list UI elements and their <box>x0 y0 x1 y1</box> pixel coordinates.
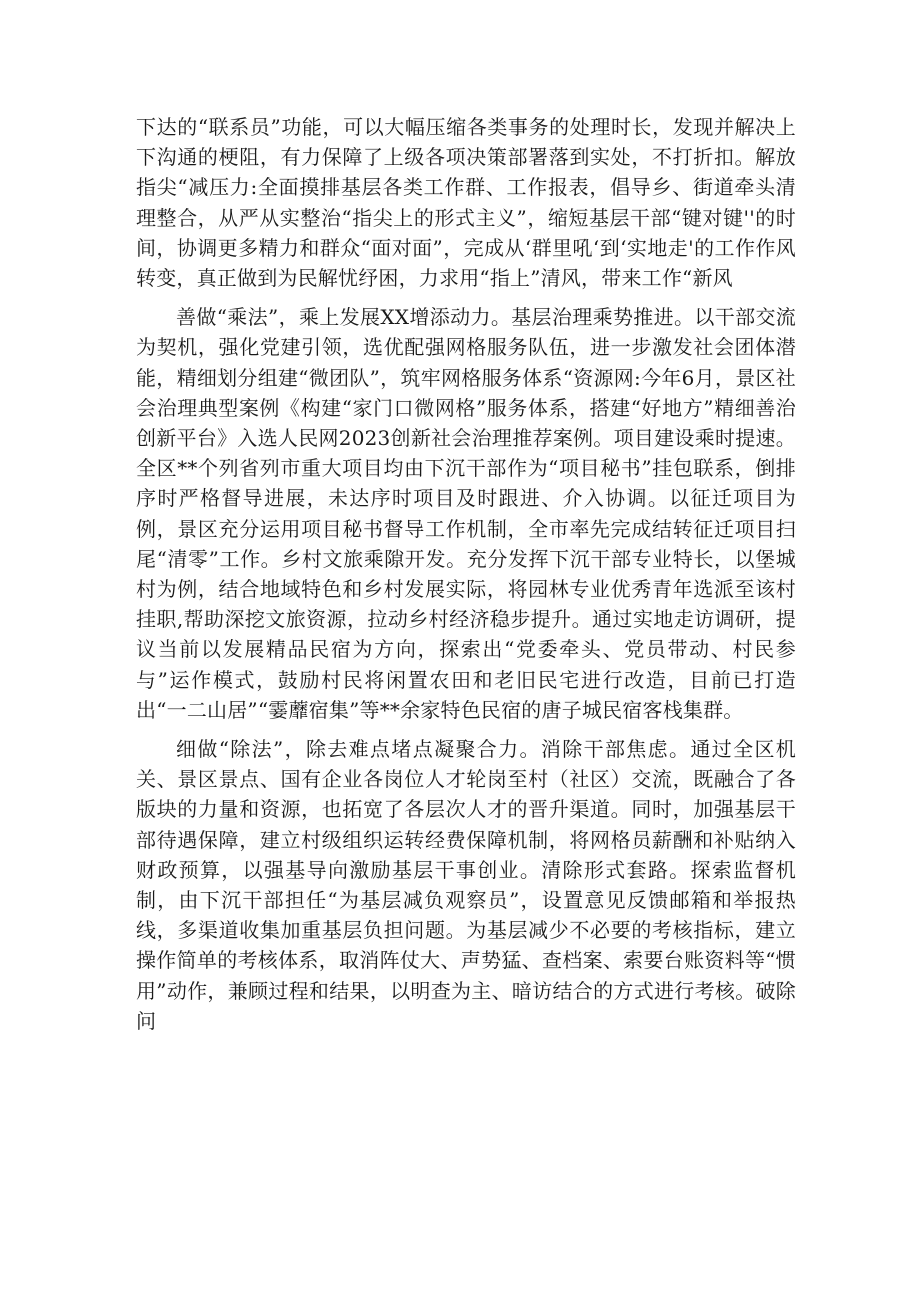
paragraph-1: 下达的“联系员”功能，可以大幅压缩各类事务的处理时长，发现并解决上下沟通的梗阻，有力保障了上级各项决策部署落到实处，不打折扣。解放指尖“减压力:全面摸排基层各类工作群、工作报表，倡导乡、街道牵头清理整合，从严从实整治“指尖上的形式主义”，缩短基层干部“键对键''的时间，协调更多精力和群众“面对面”，完成从‘群里吼‘到‘实地走'的工作作风转变，真正做到为民解忧纾困，力求用“指上”清风，带来工作“新风 <box>136 115 796 291</box>
paragraph-2: 善做“乘法”，乘上发展XX增添动力。基层治理乘势推进。以干部交流为契机，强化党建引领，选优配强网格服务队伍，进一步激发社会团体潜能，精细划分组建“微团队”，筑牢网格服务体系“资源网:今年6月，景区社会治理典型案例《构建“家门口微网格”服务体系，搭建“好地方”精细善治创新平台》入选人民网2023创新社会治理推荐案例。项目建设乘时提速。全区**个列省列市重大项目均由下沉干部作为“项目秘书”挂包联系，倒排序时严格督导进展，未达序时项目及时跟进、介入协调。以征迁项目为例，景区充分运用项目秘书督导工作机制，全市率先完成结转征迁项目扫尾“清零”工作。乡村文旅乘隙开发。充分发挥下沉干部专业特长，以堡城村为例，结合地域特色和乡村发展实际，将园林专业优秀青年选派至该村挂职,帮助深挖文旅资源，拉动乡村经济稳步提升。通过实地走访调研，提议当前以发展精品民宿为方向，探索出“党委牵头、党员带动、村民参与”运作模式，鼓励村民将闲置农田和老旧民宅进行改造，目前已打造出“一二山居”“霎蘼宿集”等**余家特色民宿的唐子城民宿客栈集群。 <box>136 305 796 722</box>
paragraph-3: 细做“除法”，除去难点堵点凝聚合力。消除干部焦虑。通过全区机关、景区景点、国有企业各岗位人才轮岗至村（社区）交流，既融合了各版块的力量和资源，也拓宽了各层次人才的晋升渠道。同时，加强基层干部待遇保障，建立村级组织运转经费保障机制，将网格员薪酬和补贴纳入财政预算，以强基导向激励基层干事创业。清除形式套路。探索监督机制，由下沉干部担任“为基层减负观察员”，设置意见反馈邮箱和举报热线，多渠道收集加重基层负担问题。为基层减少不必要的考核指标，建立操作简单的考核体系，取消阵仗大、声势猛、查档案、索要台账资料等“惯用”动作，兼顾过程和结果，以明查为主、暗访结合的方式进行考核。破除问 <box>136 737 796 1033</box>
document-page <box>136 112 796 1036</box>
